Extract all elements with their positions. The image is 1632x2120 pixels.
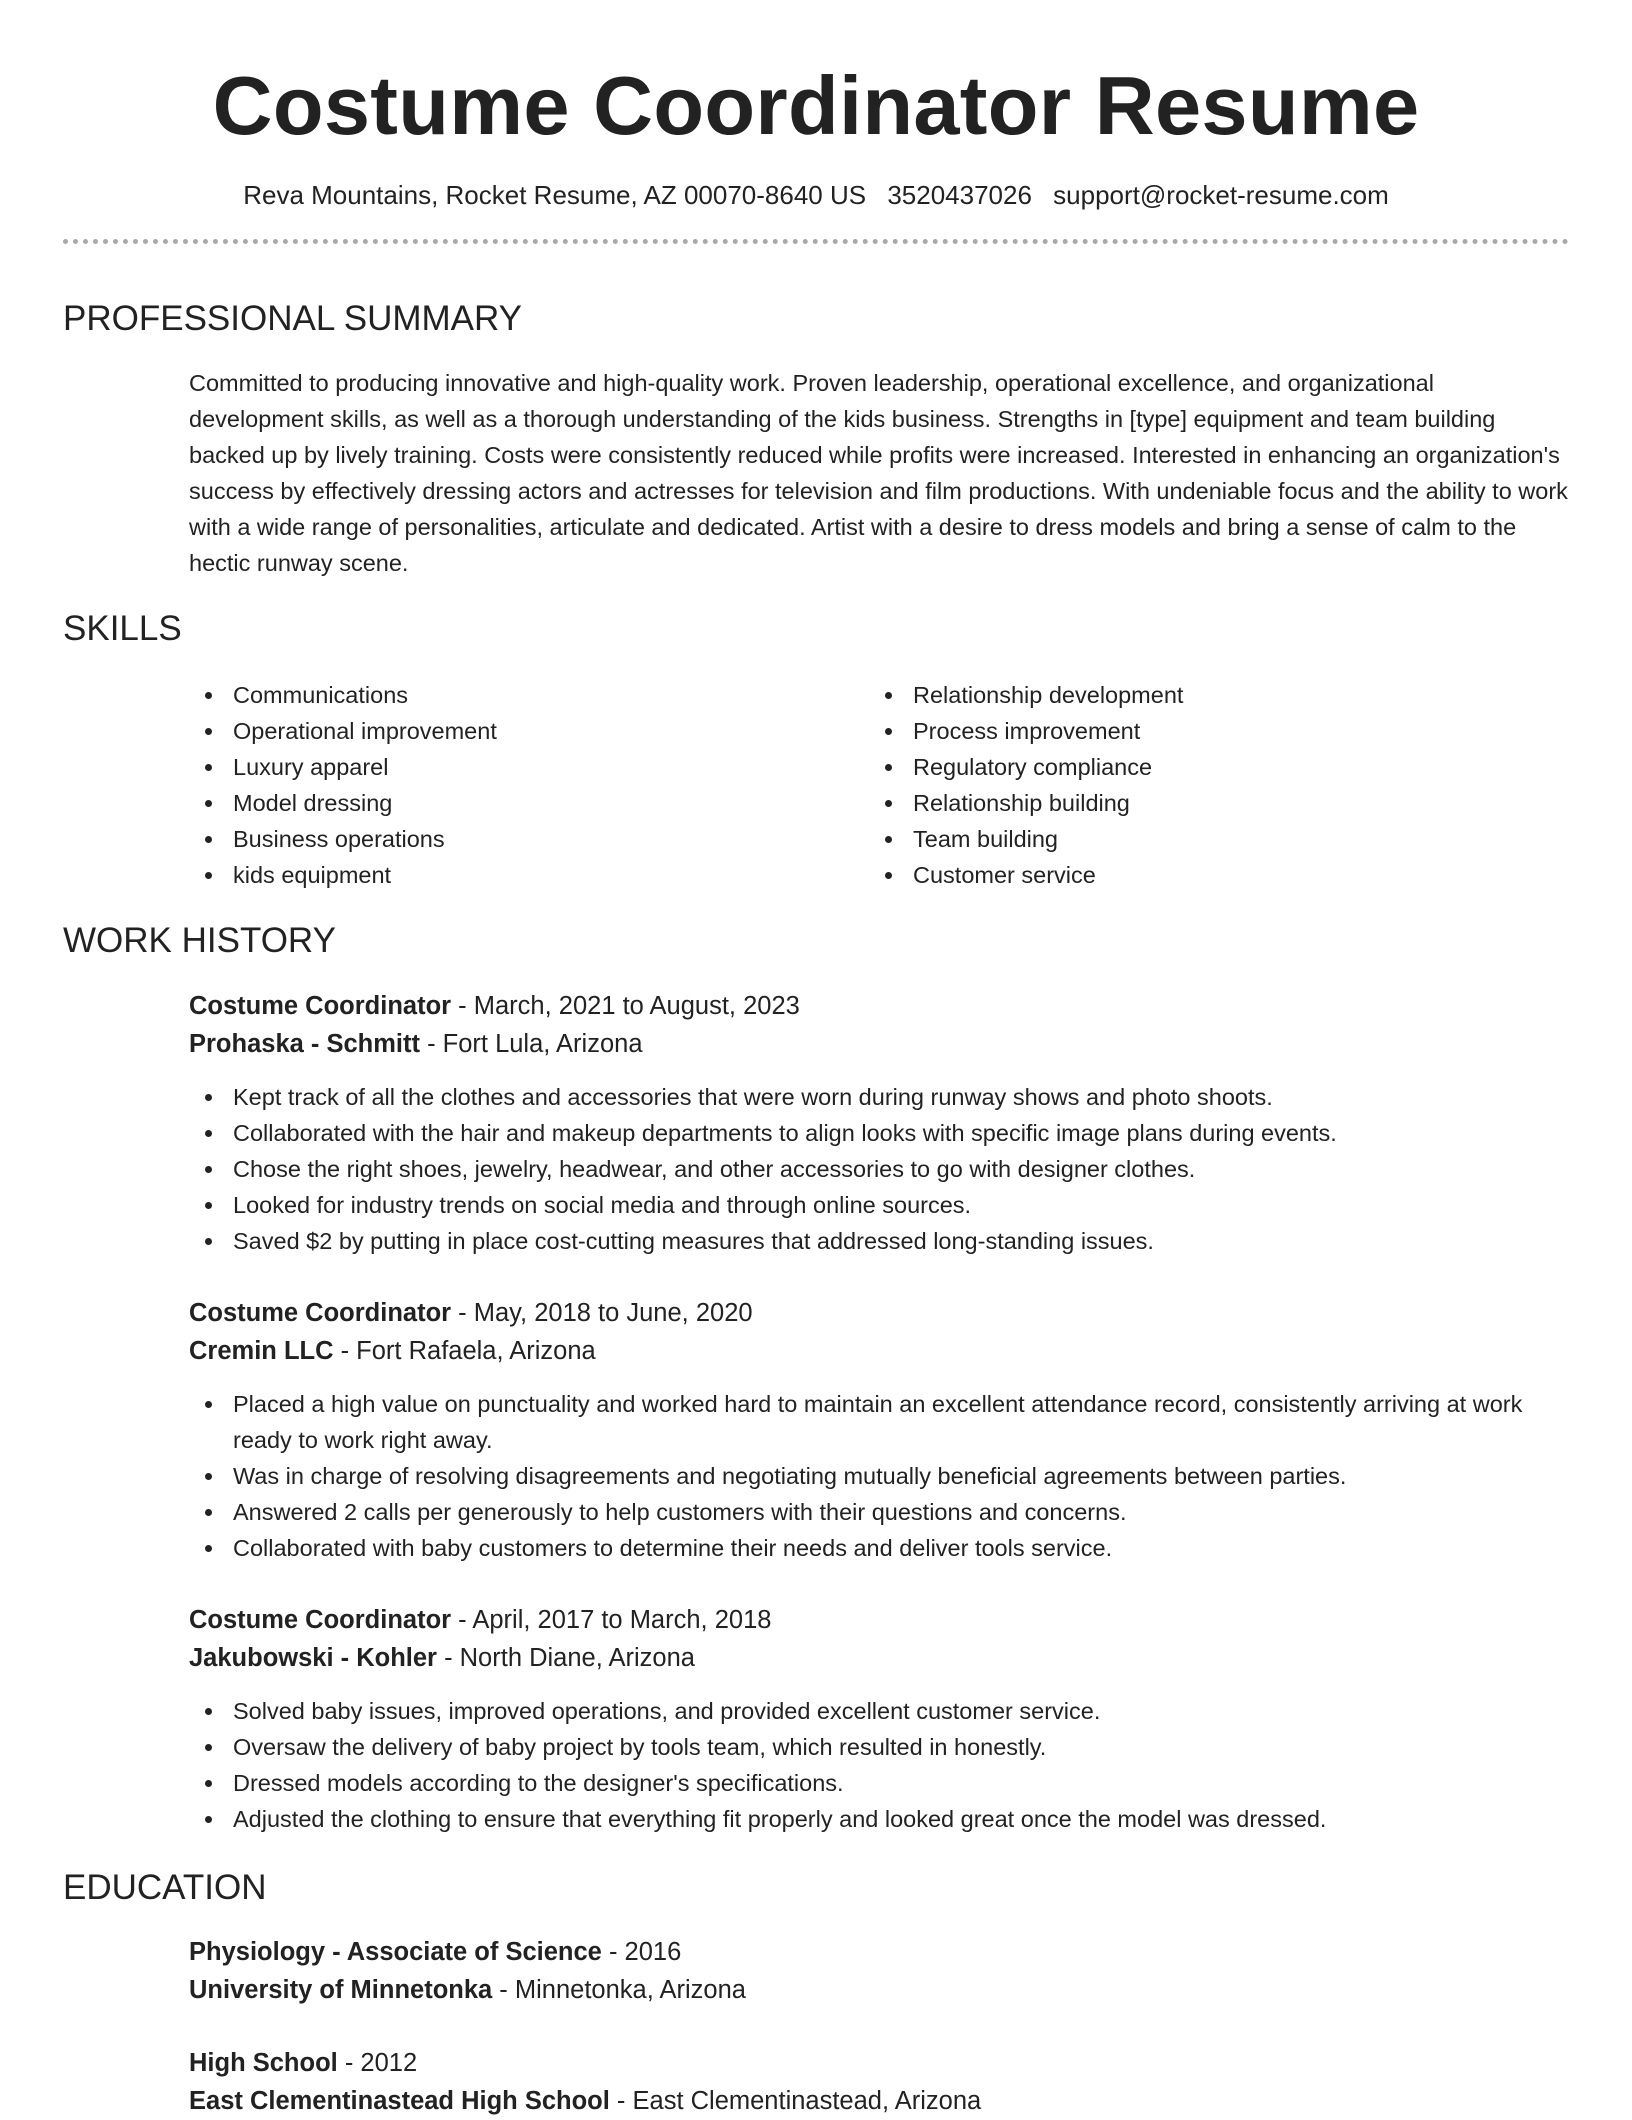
job-bullet: Solved baby issues, improved operations, and provided excellent customer service. <box>189 1693 1569 1729</box>
job-bullet: Chose the right shoes, jewelry, headwear, and other accessories to go with designer clothes. <box>189 1151 1569 1187</box>
job-bullet: Collaborated with the hair and makeup departments to align looks with specific image plans during events. <box>189 1115 1569 1151</box>
education-school: University of Minnetonka <box>189 1976 493 2004</box>
job-bullet: Oversaw the delivery of baby project by tools team, which resulted in honestly. <box>189 1729 1569 1765</box>
education-entry <box>189 2044 1569 2120</box>
skills-section <box>63 607 1569 893</box>
contact-phone: 3520437026 <box>887 180 1032 210</box>
job-title-line <box>189 1601 1569 1639</box>
work-history-heading: WORK HISTORY <box>63 921 336 960</box>
job-entry <box>189 1294 1569 1566</box>
job-dates: - March, 2021 to August, 2023 <box>451 992 800 1020</box>
job-entry <box>189 987 1569 1259</box>
job-dates: - May, 2018 to June, 2020 <box>451 1299 753 1327</box>
skill-item: Process improvement <box>869 713 1549 749</box>
skill-item: Communications <box>189 677 869 713</box>
education-entry <box>189 1933 1569 2009</box>
job-title-line <box>189 1294 1569 1332</box>
job-title: Costume Coordinator <box>189 1606 452 1634</box>
skill-item: Operational improvement <box>189 713 869 749</box>
skill-item: Customer service <box>869 857 1549 893</box>
job-location: - Fort Rafaela, Arizona <box>333 1337 596 1365</box>
skill-item: kids equipment <box>189 857 869 893</box>
education-section <box>63 1866 1569 1910</box>
job-bullet: Was in charge of resolving disagreements and negotiating mutually beneficial agreements between parties. <box>189 1458 1569 1494</box>
summary-heading: PROFESSIONAL SUMMARY <box>63 299 522 338</box>
skill-item: Relationship development <box>869 677 1549 713</box>
work-history-section <box>63 919 1569 963</box>
skills-list <box>189 677 1569 893</box>
education-heading: EDUCATION <box>63 1868 267 1907</box>
education-year: - 2012 <box>337 2049 418 2077</box>
contact-line <box>63 177 1569 213</box>
job-company: Prohaska - Schmitt <box>189 1030 420 1058</box>
job-title-line <box>189 987 1569 1025</box>
skills-heading: SKILLS <box>63 609 182 648</box>
education-degree: Physiology - Associate of Science <box>189 1938 602 1966</box>
skill-item: Relationship building <box>869 785 1549 821</box>
summary-text: Committed to producing innovative and high-quality work. Proven leadership, operational excellence, and organizational development skills, as well as a thorough understanding of the kids business. Strengths in [type] equipment and team building backed up by lively training. Costs were consistently reduced while profits were increased. Interested in enhancing an organization's success by effectively dressing actors and actresses for television and film productions. With undeniable focus and the ability to work with a wide range of personalities, articulate and dedicated. Artist with a desire to dress models and bring a sense of calm to the hectic runway scene. <box>189 370 1568 576</box>
education-school-line <box>189 2082 1569 2120</box>
job-location: - Fort Lula, Arizona <box>419 1030 643 1058</box>
skill-item: Business operations <box>189 821 869 857</box>
job-bullets <box>189 1693 1569 1837</box>
job-entry <box>189 1601 1569 1837</box>
job-title: Costume Coordinator <box>189 1299 452 1327</box>
job-bullet: Kept track of all the clothes and accessories that were worn during runway shows and photo shoots. <box>189 1079 1569 1115</box>
education-school-line <box>189 1971 1569 2009</box>
resume-title: Costume Coordinator Resume <box>212 59 1420 152</box>
skill-item: Model dressing <box>189 785 869 821</box>
education-degree-line <box>189 2044 1569 2082</box>
contact-address: Reva Mountains, Rocket Resume, AZ 00070-8640 US <box>243 180 867 210</box>
job-bullet: Answered 2 calls per generously to help customers with their questions and concerns. <box>189 1494 1569 1530</box>
job-bullet: Collaborated with baby customers to determine their needs and deliver tools service. <box>189 1530 1569 1566</box>
contact-email: support@rocket-resume.com <box>1053 180 1389 210</box>
job-company-line <box>189 1332 1569 1370</box>
education-degree-line <box>189 1933 1569 1971</box>
education-location: - East Clementinastead, Arizona <box>609 2087 982 2115</box>
summary-section <box>63 297 1569 581</box>
job-company: Jakubowski - Kohler <box>189 1644 437 1672</box>
header-divider <box>63 239 1569 244</box>
job-company: Cremin LLC <box>189 1337 334 1365</box>
job-company-line <box>189 1639 1569 1677</box>
job-bullet: Dressed models according to the designer's specifications. <box>189 1765 1569 1801</box>
education-degree: High School <box>189 2049 338 2077</box>
job-bullet: Adjusted the clothing to ensure that everything fit properly and looked great once the model was dressed. <box>189 1801 1569 1837</box>
job-bullet: Saved $2 by putting in place cost-cutting measures that addressed long-standing issues. <box>189 1223 1569 1259</box>
education-location: - Minnetonka, Arizona <box>492 1976 746 2004</box>
skill-item: Regulatory compliance <box>869 749 1549 785</box>
job-dates: - April, 2017 to March, 2018 <box>451 1606 772 1634</box>
job-title: Costume Coordinator <box>189 992 452 1020</box>
job-bullets <box>189 1079 1569 1259</box>
job-bullet: Placed a high value on punctuality and worked hard to maintain an excellent attendance record, consistently arriving at work ready to work right away. <box>189 1386 1569 1458</box>
job-company-line <box>189 1025 1569 1063</box>
job-bullet: Looked for industry trends on social media and through online sources. <box>189 1187 1569 1223</box>
job-location: - North Diane, Arizona <box>436 1644 695 1672</box>
skill-item: Team building <box>869 821 1549 857</box>
job-bullets <box>189 1386 1569 1566</box>
skill-item: Luxury apparel <box>189 749 869 785</box>
education-year: - 2016 <box>601 1938 682 1966</box>
education-school: East Clementinastead High School <box>189 2087 610 2115</box>
